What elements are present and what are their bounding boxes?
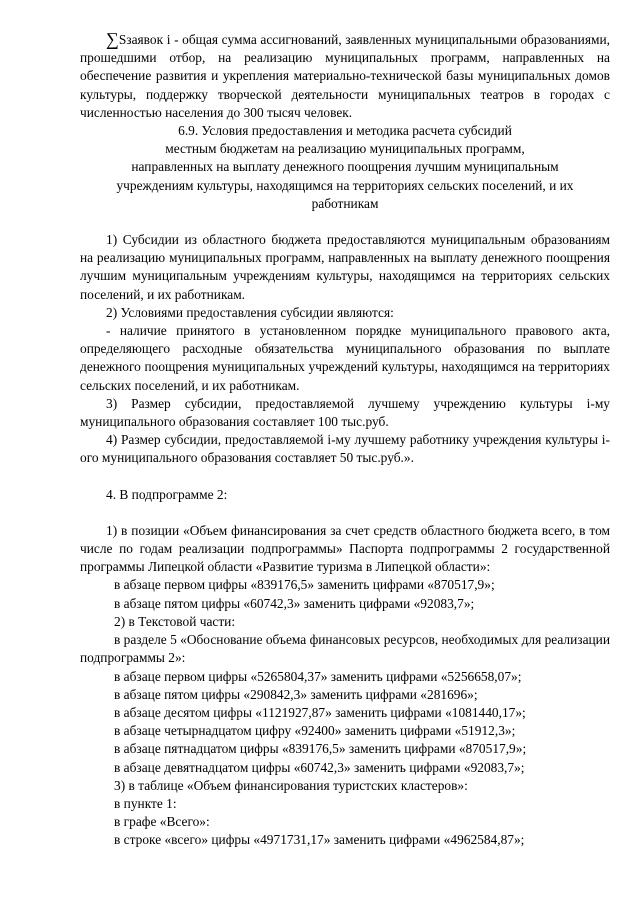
section-heading (80, 122, 610, 213)
paragraph-item-2a: - наличие принятого в установленном порядке муниципального правового акта, определяющего расходные обязательства муниципального образования по выплате денежного поощрения муниципальных учреждений культуры, находящимся на территориях сельских поселений, и их работникам. (80, 323, 610, 393)
paragraph-sum-definition (80, 30, 610, 122)
list-item: в абзаце девятнадцатом цифры «60742,3» заменить цифрами «92083,7»; (114, 759, 525, 775)
list-item: в абзаце пятнадцатом цифры «839176,5» заменить цифрами «870517,9»; (114, 741, 527, 757)
heading-line: местным бюджетам на реализацию муниципальных программ, (165, 141, 525, 157)
paragraph-razdel-5: в разделе 5 «Обоснование объема финансовых ресурсов, необходимых для реализации подпрограммы 2»: (80, 632, 611, 666)
list-item: в абзаце первом цифры «5265804,37» заменить цифрами «5256658,07»; (114, 668, 522, 684)
heading-line: работникам (311, 195, 379, 211)
paragraph-position-1: 1) в позиции «Объем финансирования за счет средств областного бюджета всего, в том числе по годам реализации подпрограммы» Паспорта подпрограммы 2 государственной программы Липецкой области «Развитие туризма в Липецкой области»: (80, 522, 610, 575)
paragraph-item-1: 1) Субсидии из областного бюджета предоставляются муниципальным образованиям на реализацию муниципальных программ, направленных на выплату денежного поощрения лучшим муниципальным учреждениям культуры, находящимся на территориях сельских поселений, и их работникам. (80, 232, 610, 302)
list-item: 2) в Текстовой части: (114, 613, 236, 629)
paragraph-subprogram-2: 4. В подпрограмме 2: (106, 486, 228, 502)
list-item: в абзаце первом цифры «839176,5» заменить цифрами «870517,9»; (114, 577, 495, 593)
heading-line: направленных на выплату денежного поощрения лучшим муниципальным (131, 159, 559, 175)
paragraph-item-2: 2) Условиями предоставления субсидии являются: (106, 304, 394, 320)
list-item: в абзаце пятом цифры «60742,3» заменить цифрами «92083,7»; (114, 595, 475, 611)
paragraph-item-4: 4) Размер субсидии, предоставляемой i-му лучшему работнику учреждения культуры i-ого муниципального образования составляет 50 тыс.руб.». (80, 432, 610, 466)
heading-line: 6.9. Условия предоставления и методика расчета субсидий (178, 123, 512, 139)
list-item: 3) в таблице «Объем финансирования туристских кластеров»: (114, 777, 468, 793)
list-item: в абзаце пятом цифры «290842,3» заменить цифрами «281696»; (114, 686, 478, 702)
list-item: в абзаце четырнадцатом цифру «92400» заменить цифрами «51912,3»; (114, 723, 516, 739)
heading-line: учреждениям культуры, находящимся на территориях сельских поселений, и их (116, 177, 574, 193)
sigma-symbol: ∑ (106, 29, 119, 49)
list-item: в графе «Всего»: (114, 814, 210, 830)
list-item: в пункте 1: (114, 795, 177, 811)
document-page (80, 30, 610, 850)
paragraph-sum-text: Sзаявок i - общая сумма ассигнований, заявленных муниципальными образованиями, прошедшими отбор, на реализацию муниципальных программ, направленных на обеспечение развития и укрепления материально-технической базы муниципальных домов культуры, поддержку творческой деятельности муниципальных театров в городах с численностью населения до 300 тысяч человек. (80, 32, 610, 120)
list-item: в строке «всего» цифры «4971731,17» заменить цифрами «4962584,87»; (114, 832, 525, 848)
paragraph-item-3: 3) Размер субсидии, предоставляемой лучшему учреждению культуры i-му муниципального образования составляет 100 тыс.руб. (80, 395, 610, 430)
list-item: в абзаце десятом цифры «1121927,87» заменить цифрами «1081440,17»; (114, 704, 526, 720)
